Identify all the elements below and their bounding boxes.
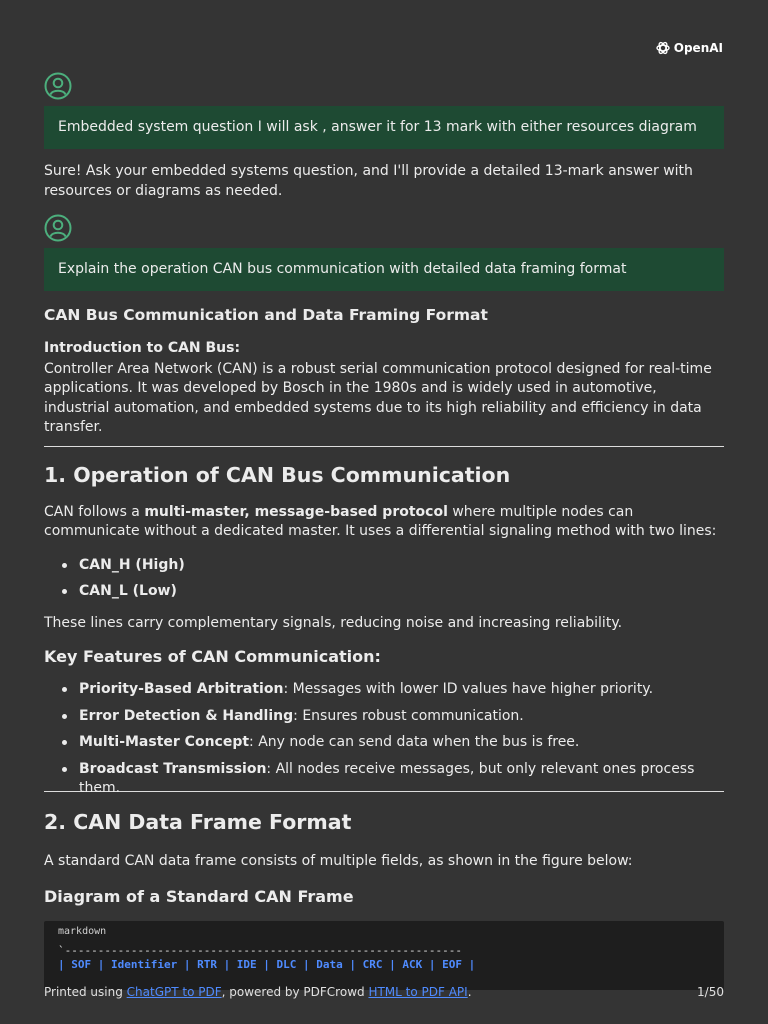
page-number: 1/50 [697,985,724,999]
list-item: Priority-Based Arbitration: Messages with lower ID values have higher priority. [44,680,724,707]
code-block[interactable] [44,921,724,990]
features-list [44,680,724,796]
code-line: `------------------------------------------------------------ [58,943,462,957]
list-item: Multi-Master Concept: Any node can send data when the bus is free. [44,733,724,760]
diagram-heading: Diagram of a Standard CAN Frame [44,886,354,906]
answer-title: CAN Bus Communication and Data Framing Format [44,306,488,324]
openai-logo [655,40,723,56]
operation-paragraph: CAN follows a multi-master, message-based protocol where multiple nodes can communicate without a dedicated master. It uses a differential signaling method with two lines: [44,503,717,539]
divider [44,791,724,792]
code-content [58,944,710,973]
signal-lines-list [44,556,724,609]
html-to-pdf-api-link[interactable]: HTML to PDF API [368,985,468,999]
user-avatar-icon [44,72,72,100]
features-heading: Key Features of CAN Communication: [44,647,381,666]
user-message: Embedded system question I will ask , answer it for 13 mark with either resources diagram [44,106,724,149]
code-line: | SOF | Identifier | RTR | IDE | DLC | Data | CRC | ACK | EOF | [58,958,476,971]
printed-using-note: Printed using ChatGPT to PDF, powered by PDFCrowd HTML to PDF API. [44,985,472,999]
intro-heading: Introduction to CAN Bus: [44,340,241,356]
intro-text: Controller Area Network (CAN) is a robust serial communication protocol designed for real-time applications. It was developed by Bosch in the 1980s and is widely used in automotive, industrial automation, and embedded systems due to its high reliability and efficiency in data transfer. [44,360,712,435]
user-message: Explain the operation CAN bus communication with detailed data framing format [44,248,724,291]
conversation [44,72,724,990]
list-item: CAN_L (Low) [44,582,724,609]
user-avatar-icon [44,214,72,242]
assistant-message: Sure! Ask your embedded systems question, and I'll provide a detailed 13-mark answer with resources or diagrams as needed. [44,163,693,199]
section-heading: 1. Operation of CAN Bus Communication [44,462,511,487]
list-item: Broadcast Transmission: All nodes receive messages, but only relevant ones process them. [44,760,724,787]
lines-note: These lines carry complementary signals, reducing noise and increasing reliability. [44,614,623,631]
divider [44,446,724,447]
list-item: Error Detection & Handling: Ensures robust communication. [44,707,724,734]
chatgpt-to-pdf-link[interactable]: ChatGPT to PDF [126,985,222,999]
footer [44,985,724,999]
list-item: CAN_H (High) [44,556,724,583]
logo-text: OpenAI [673,41,723,55]
code-language-label: markdown [58,925,107,937]
openai-logo-icon [655,40,671,56]
frame-paragraph: A standard CAN data frame consists of multiple fields, as shown in the figure below: [44,853,633,869]
section-heading: 2. CAN Data Frame Format [44,810,352,834]
